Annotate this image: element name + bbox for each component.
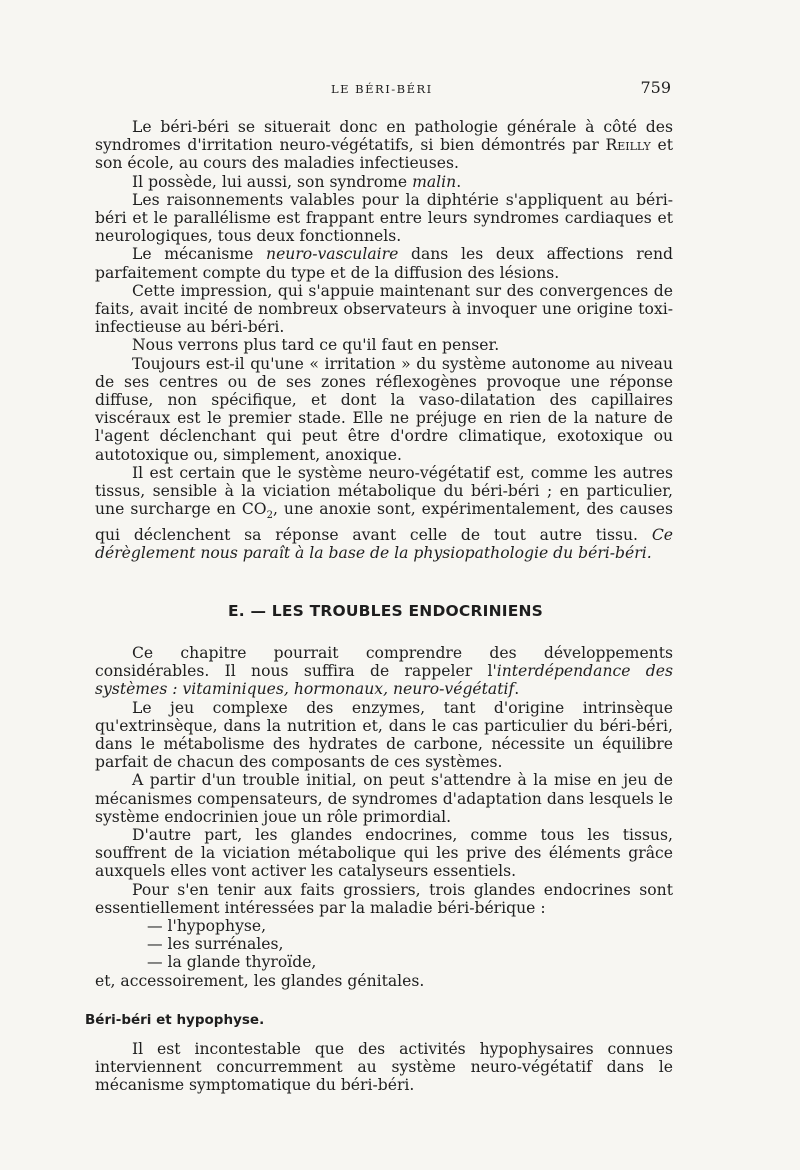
- paragraph: D'autre part, les glandes endocrines, comme tous les tissus, souffrent de la viciation métabolique qui les prive des éléments grâce auxquels elles vont activer les catalyseurs essentiels.: [95, 826, 673, 881]
- gland-list: [95, 917, 673, 972]
- paragraph: Il est certain que le système neuro-végétatif est, comme les autres tissus, sensible à la viciation métabolique du béri-béri ; en particulier, une surcharge en $CO_2$, une anoxie sont, expérimentalement, des causes qui déclenchent sa réponse avant celle de tout autre tissu. Ce dérèglement nous paraît à la base de la physiopathologie du béri-béri.: [95, 463, 673, 562]
- italic-conclusion: Ce dérèglement nous paraît à la base de la physiopathologie du béri-béri.: [95, 525, 673, 562]
- running-head: [95, 78, 673, 104]
- page: [85, 78, 673, 1095]
- author-name: Reilly: [605, 136, 651, 155]
- paragraph: Les raisonnements valables pour la diphtérie s'appliquent au béri-béri et le parallélisme est frappant entre leurs syndromes cardiaques et neurologiques, tous deux fonctionnels.: [95, 190, 673, 246]
- paragraph: A partir d'un trouble initial, on peut s'attendre à la mise en jeu de mécanismes compensateurs, de syndromes d'adaptation dans lesquels le système endocrinien joue un rôle primordial.: [95, 771, 673, 826]
- list-item: — la glande thyroïde,: [147, 953, 317, 972]
- list-tail: et, accessoirement, les glandes génitales.: [95, 971, 425, 990]
- paragraph: Pour s'en tenir aux faits grossiers, trois glandes endocrines sont essentiellement intéressées par la maladie béri-bérique :: [95, 880, 673, 917]
- section-title: E. — LES TROUBLES ENDOCRINIENS: [228, 601, 544, 620]
- paragraph: Le jeu complexe des enzymes, tant d'origine intrinsèque qu'extrinsèque, dans la nutrition et, dans le cas particulier du béri-béri, dans le métabolisme des hydrates de carbone, nécessite un équilibre parfait de chacun des composants de ces systèmes.: [95, 698, 673, 772]
- page-number: 759: [640, 78, 671, 97]
- italic-term: malin: [412, 172, 457, 191]
- subsection-heading: Béri-béri et hypophyse.: [85, 1011, 265, 1028]
- paragraph: Ce chapitre pourrait comprendre des développements considérables. Il nous suffira de rappeler l'interdépendance des systèmes : vitaminiques, hormonaux, neuro-végétatif.: [95, 643, 673, 699]
- list-item: — les surrénales,: [147, 935, 284, 954]
- paragraph: Le béri-béri se situerait donc en pathologie générale à côté des syndromes d'irritation neuro-végétatifs, si bien démontrés par Reilly et son école, au cours des maladies infectieuses.: [95, 118, 673, 173]
- paragraph: Il est incontestable que des activités hypophysaires connues interviennent concurremment au système neuro-végétatif dans le mécanisme symptomatique du béri-béri.: [95, 1039, 673, 1095]
- running-title: LE BÉRI-BÉRI: [331, 82, 433, 96]
- paragraph: Cette impression, qui s'appuie maintenant sur des convergences de faits, avait incité de nombreux observateurs à invoquer une origine toxi-infectieuse au béri-béri.: [95, 281, 673, 337]
- paragraph: Nous verrons plus tard ce qu'il faut en penser.: [132, 336, 500, 355]
- italic-term: interdépendance des systèmes : vitaminiques, hormonaux, neuro-végétatif: [95, 662, 673, 699]
- italic-term: neuro-vasculaire: [266, 245, 399, 264]
- paragraph: Le mécanisme neuro-vasculaire dans les deux affections rend parfaitement compte du type et de la diffusion des lésions.: [95, 245, 673, 282]
- paragraph: Il possède, lui aussi, son syndrome malin.: [132, 172, 462, 191]
- list-item: — l'hypophyse,: [147, 917, 267, 936]
- paragraph: Toujours est-il qu'une « irritation » du système autonome au niveau de ses centres ou de ses zones réflexogènes provoque une réponse diffuse, non spécifique, et dont la vaso-dilatation des capillaires viscéraux est le premier stade. Elle ne préjuge en rien de la nature de l'agent déclenchant qui peut être d'ordre climatique, exotoxique ou autotoxique ou, simplement, anoxique.: [95, 354, 673, 464]
